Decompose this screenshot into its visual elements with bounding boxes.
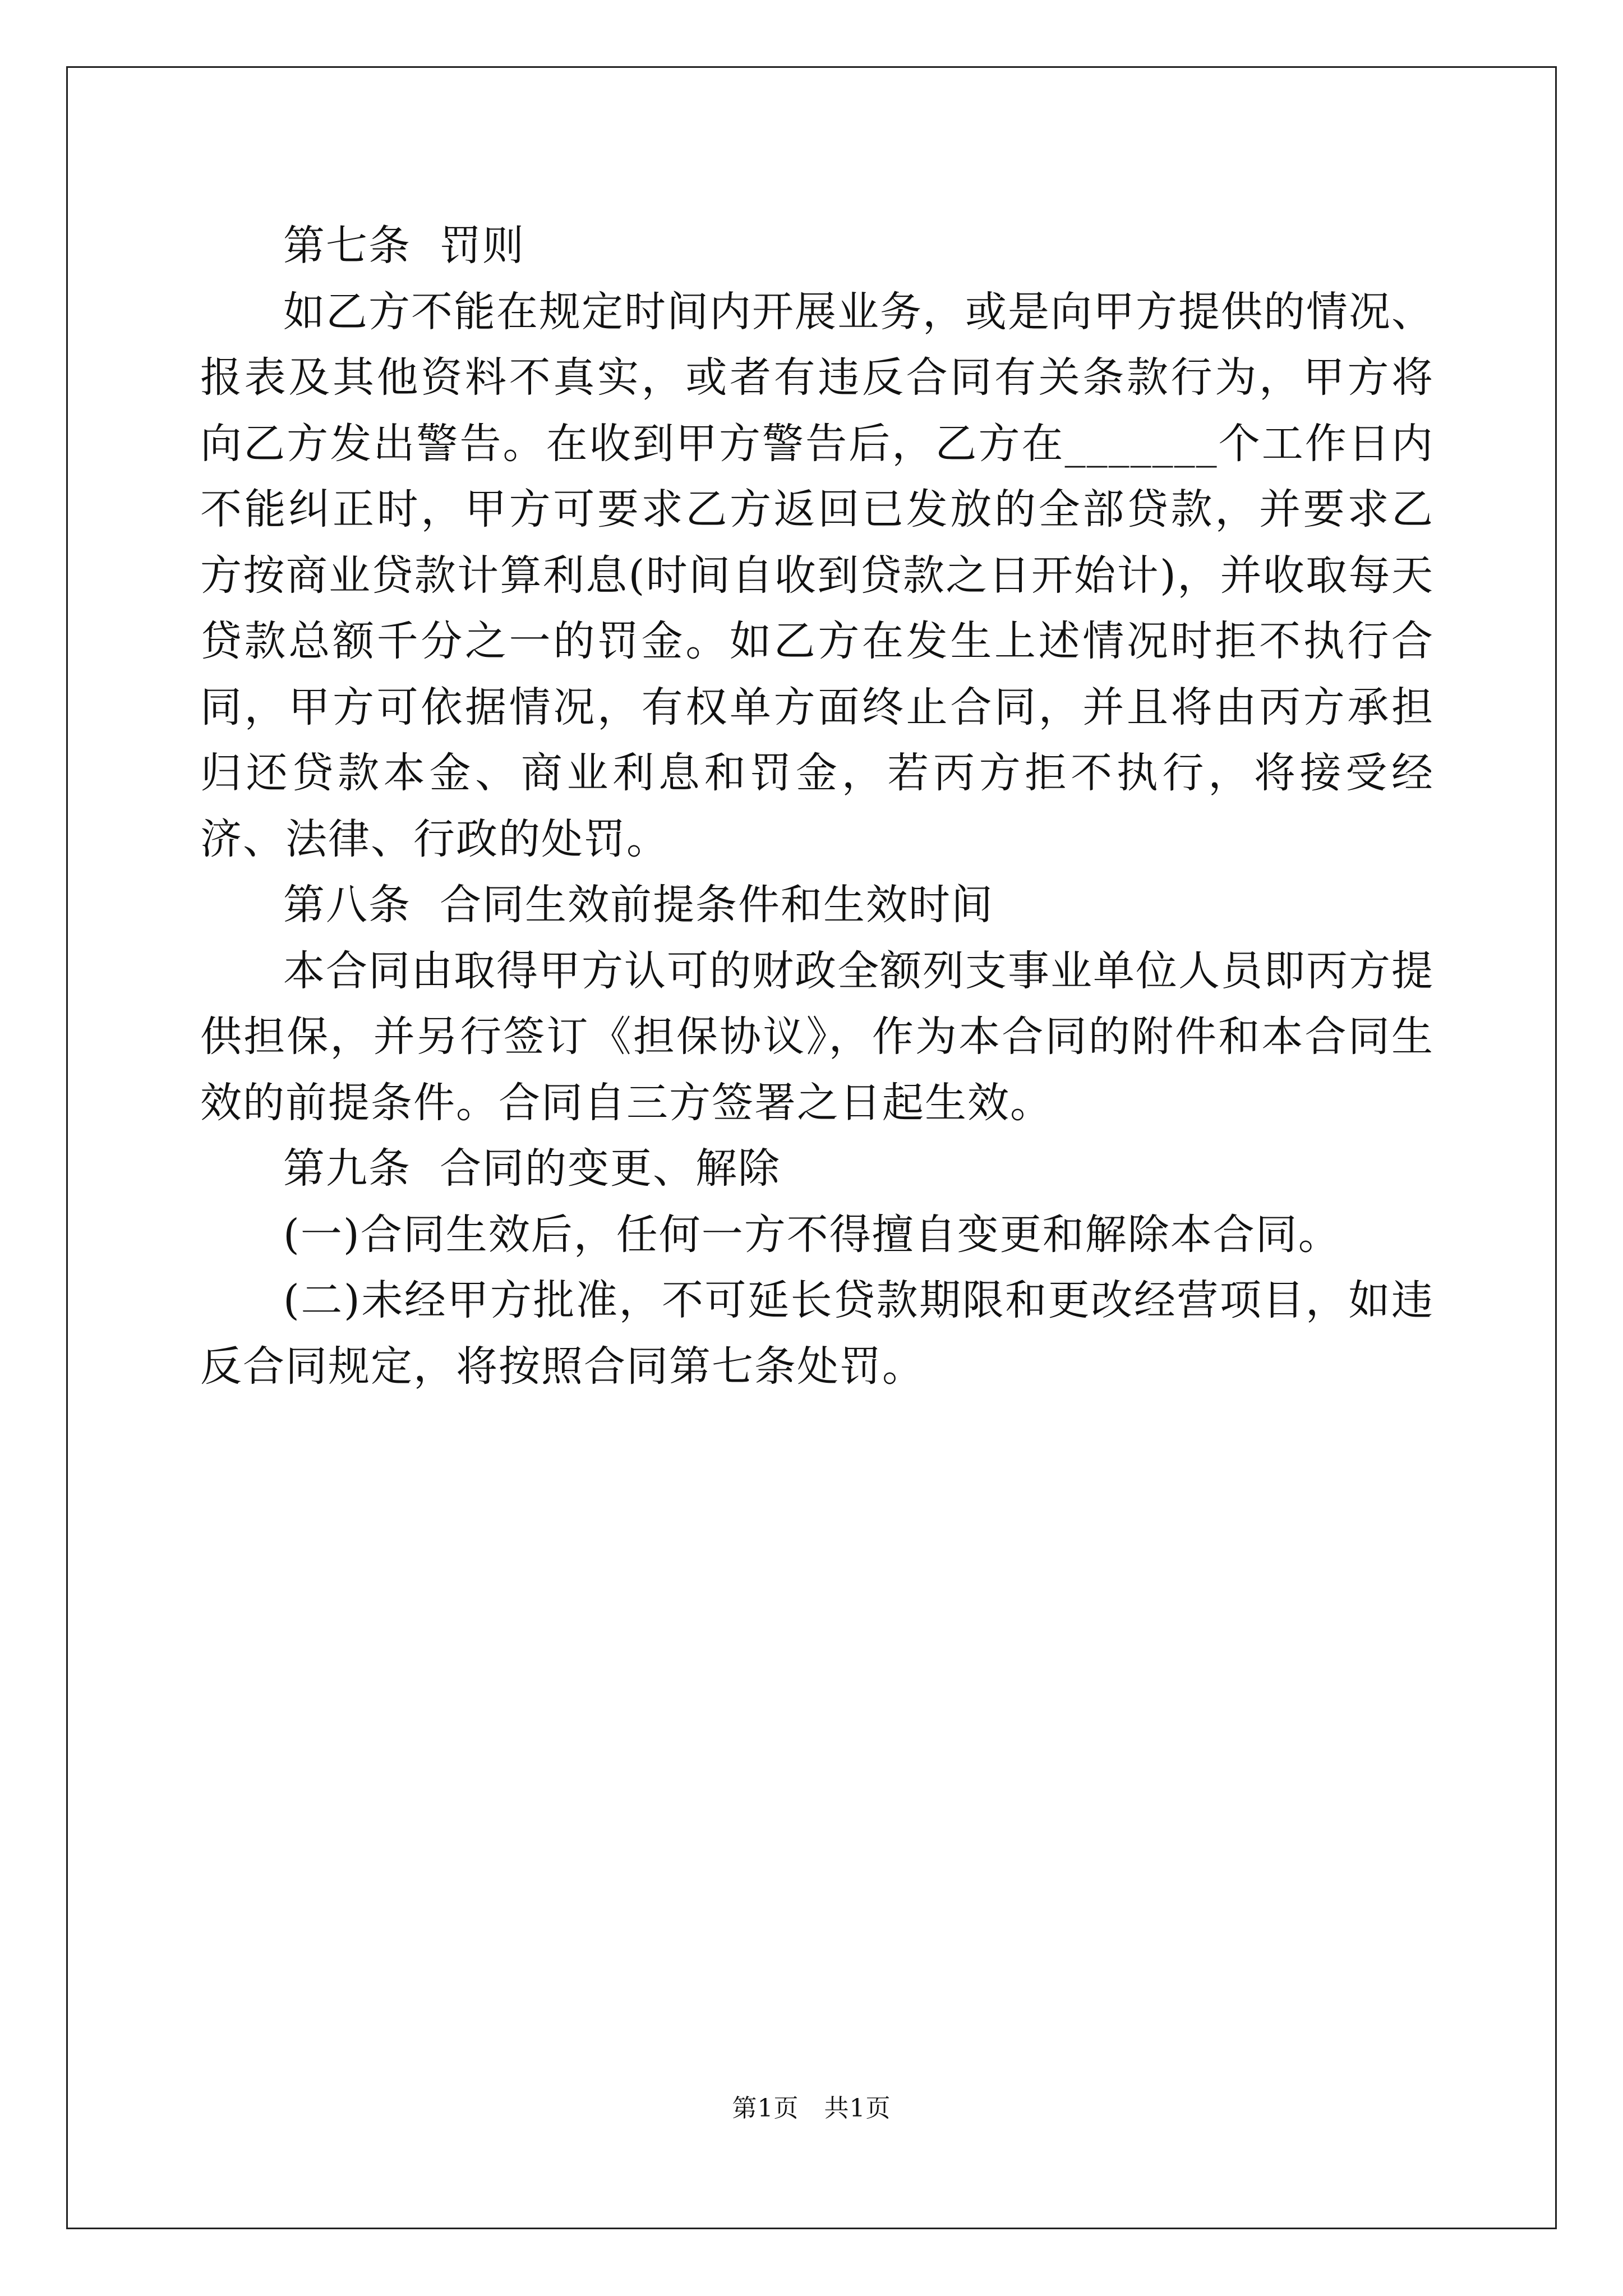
article-9-heading: 第九条 合同的变更、解除 bbox=[283, 1144, 781, 1193]
article-7-heading: 第七条 罚则 bbox=[283, 222, 525, 270]
article-8-body: 本合同由取得甲方认可的财政全额列支事业单位人员即丙方提供担保，并另行签订《担保协议》，作为本合同的附件和本合同生效的前提条件。合同自三方签署之日起生效。 bbox=[200, 946, 1434, 1127]
article-9-item-2: (二)未经甲方批准，不可延长贷款期限和更改经营项目，如违反合同规定，将按照合同第七条处罚。 bbox=[200, 1276, 1434, 1391]
article-8-heading: 第八条 合同生效前提条件和生效时间 bbox=[283, 881, 994, 929]
article-7-body: 如乙方不能在规定时间内开展业务，或是向甲方提供的情况、报表及其他资料不真实，或者有违反合同有关条款行为，甲方将向乙方发出警告。在收到甲方警告后，乙方在_______个工作日内不能纠正时，甲方可要求乙方返回已发放的全部贷款，并要求乙方按商业贷款计算利息(时间自收到贷款之日开始计)，并收取每天贷款总额千分之一的罚金。如乙方在发生上述情况时拒不执行合同，甲方可依据情况，有权单方面终止合同，并且将由丙方承担归还贷款本金、商业利息和罚金，若丙方拒不执行，将接受经济、法律、行政的处罚。 bbox=[200, 287, 1434, 863]
article-9-item-1: (一)合同生效后，任何一方不得擅自变更和解除本合同。 bbox=[283, 1210, 1341, 1259]
page-footer: 第1页 共1页 bbox=[732, 2094, 891, 2123]
document-body bbox=[200, 213, 1434, 1400]
